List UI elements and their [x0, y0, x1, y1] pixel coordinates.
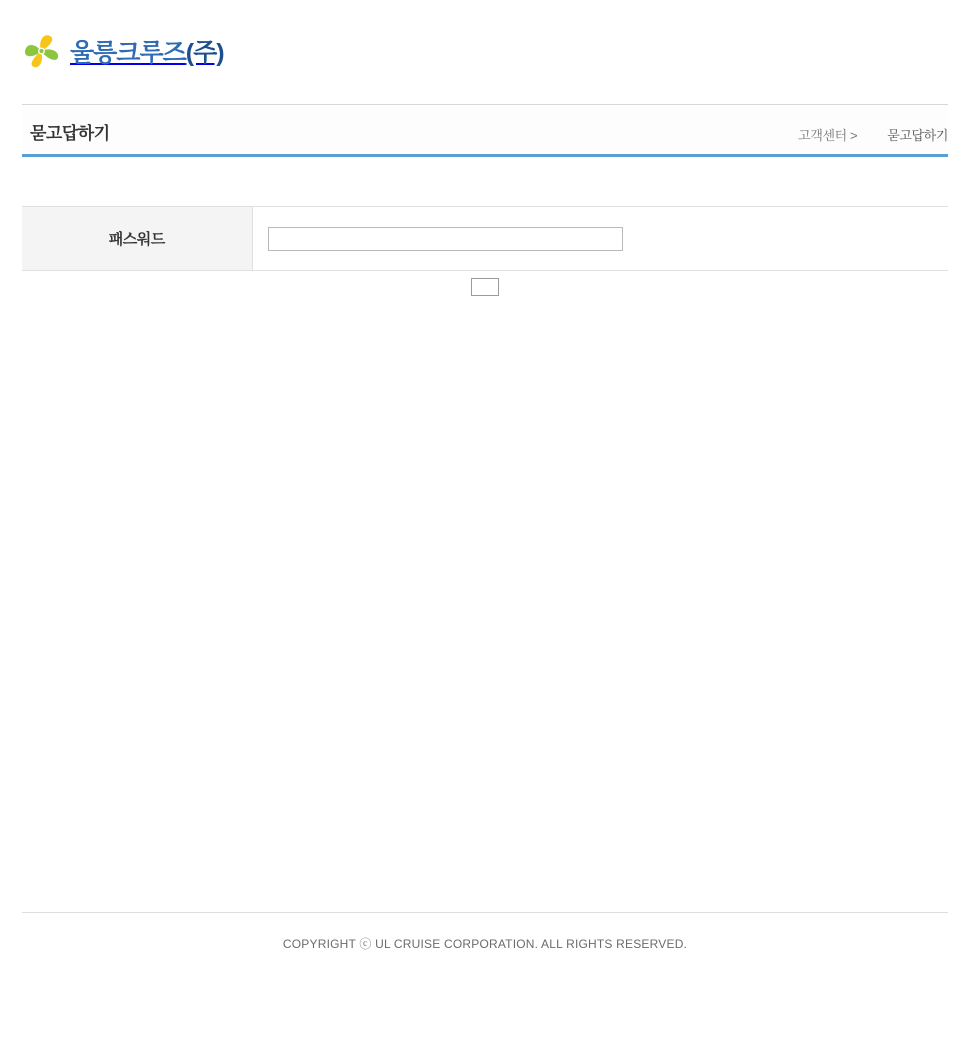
site-logo-link[interactable] — [22, 30, 224, 72]
logo-text-suffix: (주) — [185, 39, 224, 67]
site-logo-text — [70, 33, 224, 69]
logo-text-main: 울릉크루즈 — [70, 39, 186, 67]
password-input[interactable] — [268, 227, 623, 251]
copyright-text: COPYRIGHT ⓒ UL CRUISE CORPORATION. ALL RIGHTS RESERVED. — [282, 937, 688, 951]
site-footer — [22, 912, 948, 952]
site-header — [0, 0, 970, 104]
breadcrumb — [798, 125, 948, 144]
password-form-table — [22, 206, 948, 271]
breadcrumb-current: 묻고답하기 — [887, 128, 948, 143]
page-title: 묻고답하기 — [30, 124, 110, 143]
breadcrumb-parent[interactable]: 고객센터 > — [798, 128, 858, 143]
form-actions — [22, 278, 948, 300]
main-content — [22, 206, 948, 300]
table-row — [22, 207, 948, 271]
submit-button[interactable] — [471, 278, 499, 296]
page-titlebar — [22, 104, 948, 157]
password-field-cell — [252, 207, 948, 271]
pinwheel-flower-logo-icon — [22, 30, 62, 72]
password-label: 패스워드 — [22, 207, 252, 271]
